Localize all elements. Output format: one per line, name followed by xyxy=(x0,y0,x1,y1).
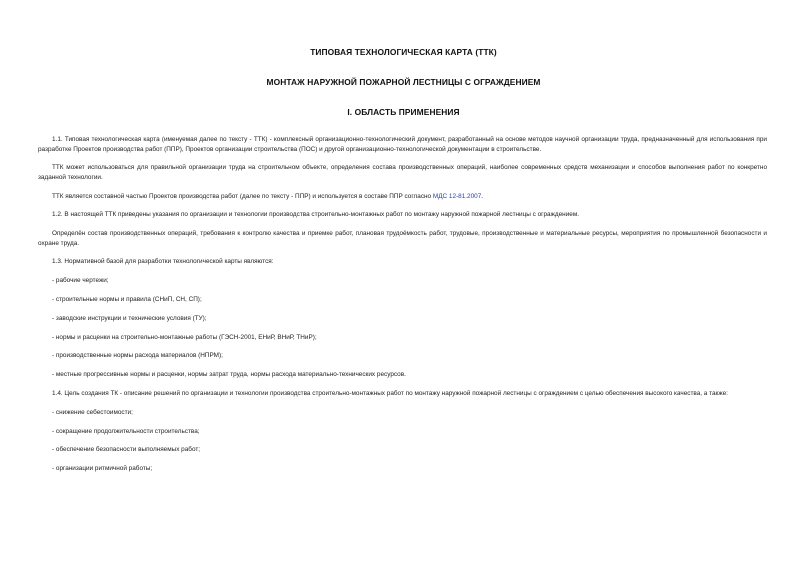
mds-link[interactable]: МДС 12-81.2007 xyxy=(432,192,482,200)
list-item: - снижение себестоимости; xyxy=(52,408,133,416)
paragraph-1-1: 1.1. Типовая технологическая карта (именуемая далее по тексту - ТТК) - комплексный организационно-технологический документ, разработанный на основе методов научной организации труда, предназначенный для использования при разработке Проектов производства работ (ППР), Проектов организации строительства (ПОС) и другой организационно-технологической документации в строительстве. xyxy=(38,136,767,153)
list-item: - обеспечение безопасности выполняемых работ; xyxy=(52,446,201,454)
list-item: - производственные нормы расхода материалов (НПРМ); xyxy=(52,352,223,360)
paragraph-operations: Определён состав производственных операций, требования к контролю качества и приемке работ, плановая трудоёмкость работ, трудовые, производственные и материальные ресурсы, мероприятия по промышленной безопасности и охране труда. xyxy=(38,230,767,247)
list-item: - нормы и расценки на строительно-монтажные работы (ГЭСН-2001, ЕНиР, ВНиР, ТНиР); xyxy=(52,333,317,341)
paragraph-ttk-ppr-text: ТТК является составной частью Проектов производства работ (далее по тексту - ППР) и используется в составе ППР согласно xyxy=(52,192,433,200)
list-item: - строительные нормы и правила (СНиП, СН, СП); xyxy=(52,296,202,304)
document-subtitle: МОНТАЖ НАРУЖНОЙ ПОЖАРНОЙ ЛЕСТНИЦЫ С ОГРАЖДЕНИЕМ xyxy=(266,77,541,87)
paragraph-1-4: 1.4. Цель создания ТК - описание решений по организации и технологии производства строительно-монтажных работ по монтажу наружной пожарной лестницы с ограждением с целью обеспечения высокого качества, а также: xyxy=(52,390,728,398)
paragraph-ttk-ppr-end: . xyxy=(481,192,484,200)
paragraph-ttk-ppr xyxy=(38,192,767,202)
section-heading: I. ОБЛАСТЬ ПРИМЕНЕНИЯ xyxy=(347,107,460,117)
list-item: - рабочие чертежи; xyxy=(52,277,109,285)
list-item: - местные прогрессивные нормы и расценки, нормы затрат труда, нормы расхода материально-технических ресурсов. xyxy=(52,371,406,379)
paragraph-ttk-usage: ТТК может использоваться для правильной организации труда на строительном объекте, определения состава производственных операций, наиболее современных средств механизации и способов выполнения работ по конкретно заданной технологии. xyxy=(38,164,767,181)
list-item: - сокращение продолжительности строительства; xyxy=(52,427,200,435)
paragraph-1-2: 1.2. В настоящей ТТК приведены указания по организации и технологии производства строительно-монтажных работ по монтажу наружной пожарной лестницы с ограждением. xyxy=(52,211,579,219)
document-body xyxy=(38,135,767,483)
paragraph-1-3: 1.3. Нормативной базой для разработки технологической карты являются: xyxy=(52,258,274,266)
list-item: - организации ритмичной работы; xyxy=(52,465,153,473)
list-item: - заводские инструкции и технические условия (ТУ); xyxy=(52,314,207,322)
document-title: ТИПОВАЯ ТЕХНОЛОГИЧЕСКАЯ КАРТА (ТТК) xyxy=(310,47,497,57)
